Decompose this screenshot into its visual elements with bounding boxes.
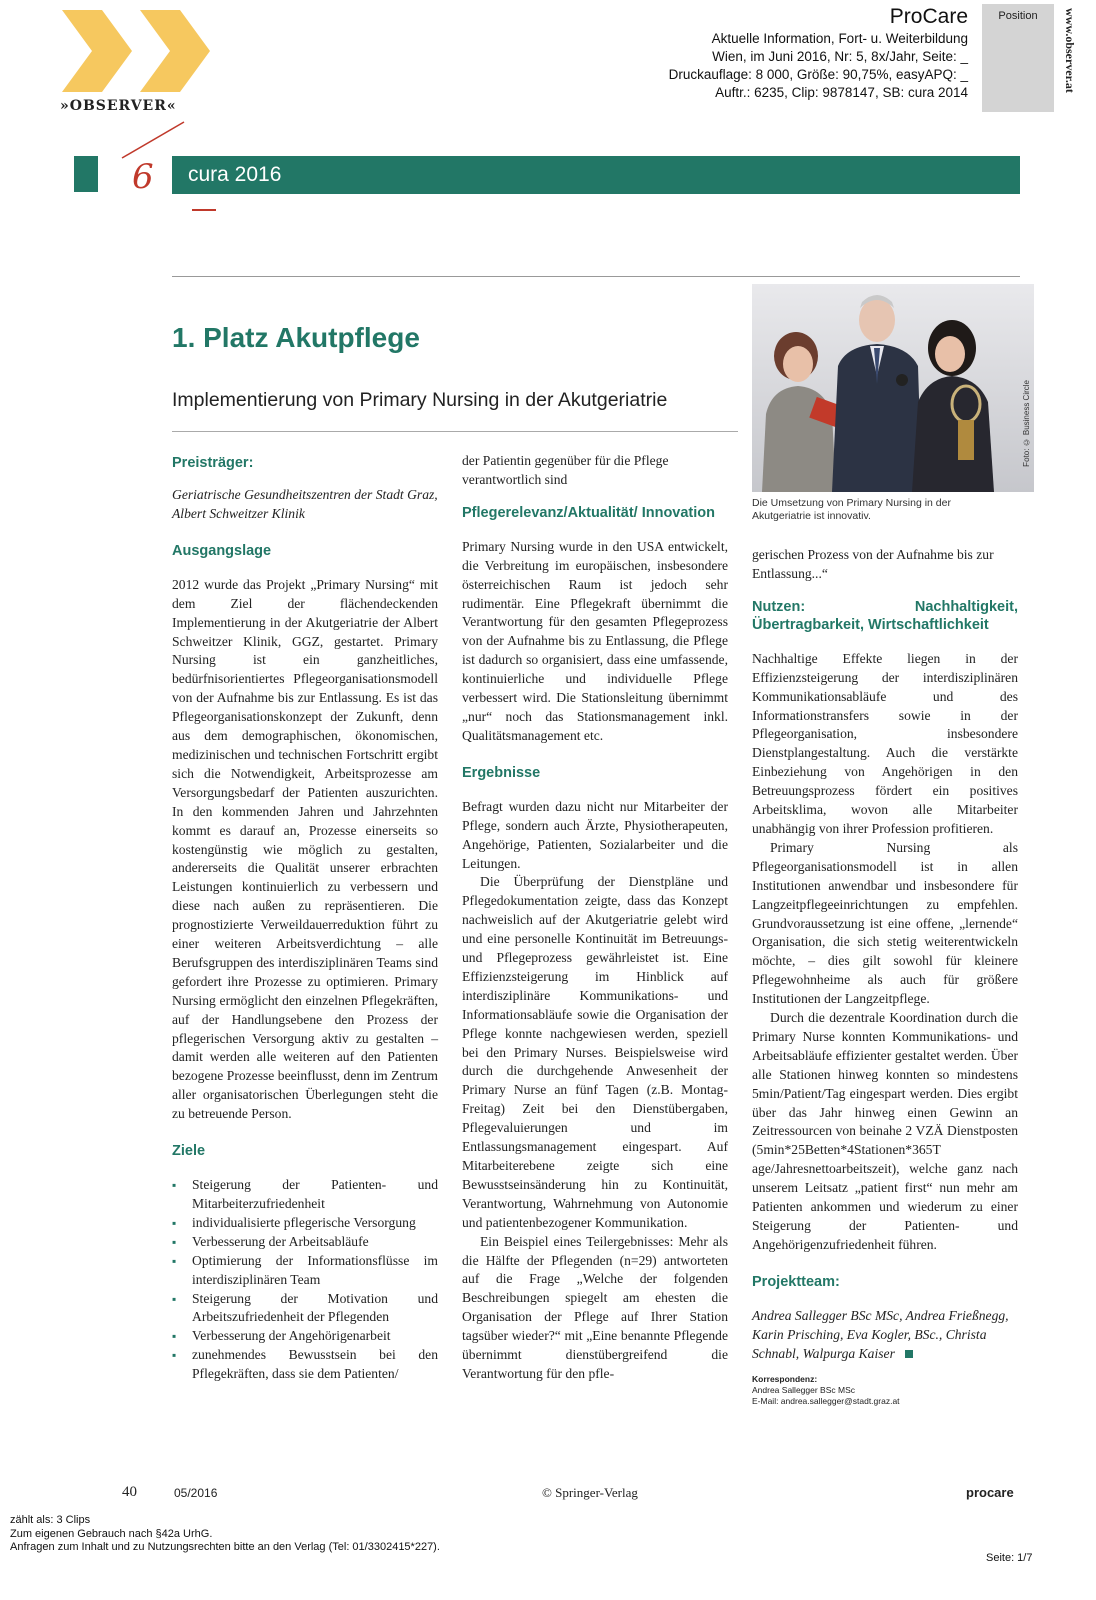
- col2-continuation: der Patientin gegenüber für die Pflege verantwortlich sind: [462, 453, 669, 487]
- column-1: [172, 454, 438, 1384]
- photo-credit: Foto: © Business Circle: [1022, 380, 1031, 467]
- article-subtitle: Implementierung von Primary Nursing in der Akutgeriatrie: [172, 389, 668, 411]
- clip-page-count: Seite: 1/7: [986, 1552, 1033, 1564]
- subtitle-rule: [172, 431, 738, 432]
- article-title: 1. Platz Akutpflege: [172, 322, 420, 353]
- pflegerelevanz-text: Primary Nursing wurde in den USA entwickelt, die Verbreitung im europäischen, insbesondere österreichischen Raum ist jedoch sehr rudimentär. Eine Pflegekraft übernimmt die Verantwortung für den gesamten Pflegeprozess von der Aufnahme bis zu Entlassung, die Pflege ist dadurch so organisiert, dass eine umfassende, kontinuierliche und individuelle Pflege verbessert wird. Die Stationsleitung übernimmt „nur“ noch das Stationsmanagement inkl. Qualitätsmanagement etc.: [462, 538, 728, 743]
- heading-projektteam: Projektteam:: [752, 1273, 840, 1290]
- list-item: ▪ Steigerung der Patienten- und Mitarbeiterzufriedenheit: [172, 1176, 438, 1214]
- footer-brand: procare: [966, 1485, 1014, 1500]
- banner-rule: [172, 276, 1020, 277]
- page-number: 40: [122, 1484, 137, 1500]
- clip-notes: [10, 1514, 440, 1555]
- header-line-2: Wien, im Juni 2016, Nr: 5, 8x/Jahr, Seite: _: [712, 49, 968, 64]
- list-item: ▪ Steigerung der Motivation und Arbeitszufriedenheit der Pflegenden: [172, 1290, 438, 1328]
- list-item: ▪ Verbesserung der Arbeitsabläufe: [172, 1233, 438, 1252]
- ziele-list: [172, 1176, 438, 1384]
- heading-ausgangslage: Ausgangslage: [172, 542, 272, 559]
- ausgangslage-text: 2012 wurde das Projekt „Primary Nursing“ mit dem Ziel der flächendeckenden Implementierung in der Akutgeriatrie der Albert Schweitzer Klinik, GGZ, gestartet. Primary Nursing ist ein ganzheitliches, bedürfnisorientiertes Pflegeorganisationsmodell von der Aufnahme bis zur Entlassung. Es ist das Pflegeorganisationskonzept der Zukunft, denn aus dem demographischen, ökonomischen, medizinischen und technischen Fortschritt ergibt sich die Notwendigkeit, Arbeitsprozesse am Versorgungsbedarf der Patienten auszurichten. In den kommenden Jahren und Jahrzehnten kommt es darauf an, Prozesse einerseits so kostengünstig wie möglich zu gestalten, andererseits die Qualität unserer erbrachten Leistungen kontinuierlich zu verbessern und diese nach außen zu repräsentieren. Die prognostizierte Verweildauerreduktion führt zu einer weiteren Arbeitsverdichtung – alle Berufsgruppen des interdisziplinären Teams sind gefordert ihre Prozesse zu optimieren. Primary Nursing ermöglicht den einzelnen Pflegekräften, auf der Handlungsebene den Prozess der pflegerischen Versorgung aktiv zu gestalten – damit werden alle weiteren auf den Patienten bezogene Prozesse beeinflusst, denn im Zentrum aller organisatorischen Überlegungen steht die zu betreuende Person.: [172, 576, 438, 1122]
- heading-ziele: Ziele: [172, 1143, 206, 1160]
- list-item: ▪ Optimierung der Informationsflüsse im interdisziplinären Team: [172, 1252, 438, 1290]
- heading-pflegerelevanz: Pflegerelevanz/Aktualität/ Innovation: [462, 504, 715, 521]
- observer-url: www.observer.at: [1063, 8, 1077, 93]
- list-item: ▪ zunehmendes Bewusstsein bei den Pflegekräften, dass sie dem Patienten/: [172, 1346, 438, 1384]
- nutzen-paragraph-2: Primary Nursing als Pflegeorganisationsmodell ist in allen Institutionen anwendbar und insbesondere für Langzeitpflegeeinrichtungen zu empfehlen. Grundvoraussetzung ist eine offene, „lernende“ Organisation, die sich stetig weiterentwickeln möchte, – dies gilt sowohl für kleinere Pflegewohnheime als auch für größere Institutionen der Langzeitpflege.: [752, 839, 1018, 1007]
- position-box: Position: [982, 4, 1054, 112]
- section-banner: cura 2016: [172, 156, 1020, 194]
- correspondence-name: Andrea Sallegger BSc MSc: [752, 1384, 855, 1395]
- end-mark: [905, 1350, 913, 1358]
- clip-count: zählt als: 3 Clips: [10, 1514, 91, 1526]
- nutzen-paragraph-3: Durch die dezentrale Koordination durch die Primary Nurse konnten Kommunikations- und Arbeitsabläufe effizienter gestaltet werden. Über alle Stationen hinweg konnten so mindestens 5min/Patient/Tag eingespart werden. Dies ergibt über das Jahr hinweg einen Gewinn an Zeitressourcen von beinahe 2 VZÄ Dienstposten (5min*25Betten*4Stationen*365T age/Jahresnettoarbeitszeit), welche ganz nach unserem Leitsatz „patient first“ nun mehr am Patienten ankommen und wiederum zu einer Steigerung der Patienten- und Angehörigenzufriedenheit führen.: [752, 1010, 1018, 1252]
- column-2: [462, 452, 728, 1384]
- observer-logo-text: »OBSERVER«: [60, 98, 177, 114]
- issue-date: 05/2016: [174, 1486, 218, 1500]
- ergebnisse-paragraph-3: Ein Beispiel eines Teilergebnisses: Mehr als die Hälfte der Pflegenden (n=29) antworteten auf die Frage „Welche der folgenden Beschreibungen spiegelt am ehesten die Organisation der Pflege auf Ihrer Station tagsüber wieder?“ mit „Eine benannte Pflegende übernimmt dienstübergreifend die Verantwortung für den pfle-: [462, 1233, 728, 1381]
- heading-nutzen: Nutzen: Nachhaltigkeit, Übertragbarkeit, Wirtschaftlichkeit: [752, 598, 1018, 633]
- usage-note: Zum eigenen Gebrauch nach §42a UrhG.: [10, 1527, 213, 1540]
- header-line-3: Druckauflage: 8 000, Größe: 90,75%, easyAPQ: _: [668, 67, 968, 82]
- header-line-1: Aktuelle Information, Fort- u. Weiterbildung: [711, 31, 968, 46]
- heading-ergebnisse: Ergebnisse: [462, 764, 541, 781]
- handwritten-number: 6: [132, 157, 154, 197]
- observer-logo: [58, 6, 218, 96]
- banner-accent: [74, 156, 98, 192]
- award-photo: [752, 284, 1034, 492]
- ergebnisse-paragraph-1: Befragt wurden dazu nicht nur Mitarbeiter der Pflege, sondern auch Ärzte, Physiotherapeuten, Angehörige, Patienten, Sozialarbeiter und die Leitungen.: [462, 798, 728, 871]
- publication-name: ProCare: [889, 5, 968, 28]
- column-3: [752, 546, 1018, 1407]
- list-item: ▪ individualisierte pflegerische Versorgung: [172, 1214, 438, 1233]
- header-line-4: Auftr.: 6235, Clip: 9878147, SB: cura 2014: [715, 85, 968, 100]
- correspondence-label: Korrespondenz:: [752, 1373, 818, 1384]
- correspondence-block: [752, 1374, 1018, 1407]
- projektteam-text: Andrea Sallegger BSc MSc, Andrea Frießnegg, Karin Prisching, Eva Kogler, BSc., Christa Schnabl, Walpurga Kaiser: [752, 1307, 1009, 1361]
- col3-continuation: gerischen Prozess von der Aufnahme bis zur Entlassung...“: [752, 547, 994, 581]
- photo-caption: Die Umsetzung von Primary Nursing in der Akutgeriatrie ist innovativ.: [752, 497, 951, 522]
- ergebnisse-paragraph-2: Die Überprüfung der Dienstpläne und Pflegedokumentation zeigte, dass das Konzept nachweislich auf der Akutgeriatrie gelebt wird und eine personelle Kontinuität im Betreuungs- und Pflegeprozess gewährleistet ist. Eine Effizienzsteigerung im Hinblick auf interdisziplinäre Kommunikations- und Informationsabläufe sowie die Organisation der Pflege konnte nachgewiesen werden, speziell bei den Primary Nurses. Beispielsweise wird durch die durchgehende Anwesenheit der Primary Nurse an fünf Tagen (z.B. Montag-Freitag) Zeit bei den Dienstübergaben, Pflegevaluierungen und im Entlassungsmanagement eingespart. Auf Mitarbeiterebene zeigte sich eine Bewusstseinsänderung hin zu Kontinuität, Verantwortung, Wahrnehmung von Autonomie und patientenbezogener Kommunikation.: [462, 874, 728, 1230]
- correspondence-email: E-Mail: andrea.sallegger@stadt.graz.at: [752, 1395, 900, 1406]
- list-item: ▪ Verbesserung der Angehörigenarbeit: [172, 1327, 438, 1346]
- heading-preistraeger: Preisträger:: [172, 455, 254, 471]
- clip-header-info: [669, 4, 968, 102]
- publisher-name: © Springer-Verlag: [542, 1485, 638, 1500]
- nutzen-paragraph-1: Nachhaltige Effekte liegen in der Effizienzsteigerung der interdisziplinären Kommunikationsabläufe und des Informationstransfers sowie in der Pflegeorganisation, insbesondere Dienstplangestaltung. Auch die verstärkte Einbeziehung von Angehörigen in den Betreuungsprozess fördert ein positives Arbeitsklima, wovon alle Mitarbeiter unabhängig von ihrer Profession profitieren.: [752, 650, 1018, 836]
- rights-note: Anfragen zum Inhalt und zu Nutzungsrechten bitte an den Verlag (Tel: 01/3302415*227).: [10, 1541, 440, 1553]
- preistraeger-text: Geriatrische Gesundheitszentren der Stadt Graz, Albert Schweitzer Klinik: [172, 487, 438, 521]
